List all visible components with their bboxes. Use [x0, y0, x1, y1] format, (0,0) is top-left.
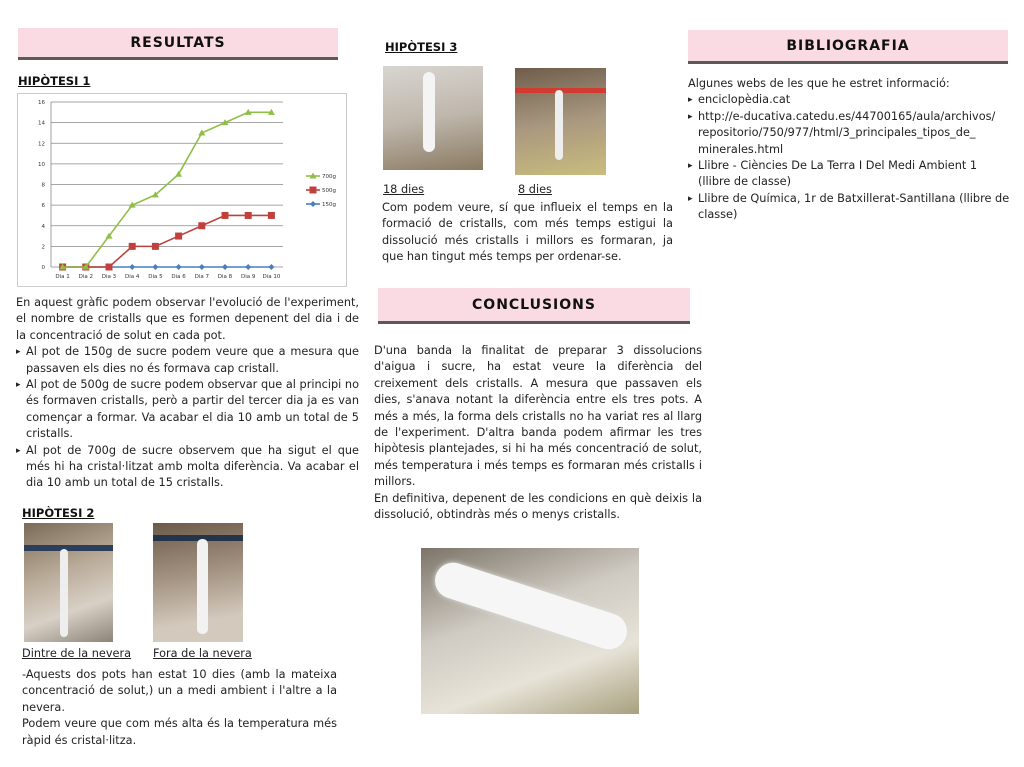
y-tick-label: 2: [41, 244, 45, 251]
x-tick-label: Dia 9: [241, 274, 256, 280]
bibliografia-item: ▸ enciclopèdia.cat: [688, 92, 1010, 108]
bibliografia-text: [688, 76, 1010, 224]
resultats-title: RESULTATS: [130, 34, 226, 51]
x-tick-label: Dia 10: [262, 274, 281, 280]
data-point: [129, 243, 136, 250]
y-tick-label: 6: [41, 203, 45, 210]
legend-label: 500g: [322, 188, 336, 194]
bullet-150g: ▸ Al pot de 150g de sucre podem veure que a mesura que passaven els dies no és formava cap cristall.: [16, 344, 359, 377]
y-tick-label: 14: [38, 120, 45, 127]
resultats-text: [16, 295, 359, 492]
hipotesi-3-text: Com podem veure, sí que influeix el temps en la formació de cristalls, com més temps estigui la dissolució més cristalls i millors es formaran, ja que han tingut més temps per ordenar-se.: [382, 201, 673, 264]
x-tick-label: Dia 4: [125, 274, 140, 280]
resultats-header: [18, 28, 338, 60]
data-point: [268, 212, 275, 219]
bibliografia-header: [688, 30, 1008, 64]
bibliografia-intro: Algunes webs de les que he estret informació:: [688, 77, 950, 90]
data-point: [222, 264, 228, 270]
caption-8-days: 8 dies: [518, 183, 552, 196]
bullet-700g: ▸ Al pot de 700g de sucre observem que ha sigut el que més hi ha cristal·litzat amb molta diferència. Va acabar el dia 10 amb un total de 15 cristalls.: [16, 443, 359, 492]
conclusions-paragraph-2: En definitiva, depenent de les condicions en què deixis la dissolució, obtindràs més o menys cristalls.: [374, 491, 702, 522]
y-tick-label: 16: [38, 100, 45, 106]
legend-label: 150g: [322, 202, 336, 208]
x-tick-label: Dia 3: [101, 274, 117, 280]
data-point: [175, 233, 182, 240]
hipotesi-2-text: [22, 667, 337, 749]
x-tick-label: Dia 6: [171, 274, 186, 280]
photo-crystals: [421, 548, 639, 714]
x-tick-label: Dia 1: [55, 274, 70, 280]
caption-18-days: 18 dies: [383, 183, 425, 196]
bibliografia-item: ▸ http://e-ducativa.catedu.es/44700165/aula/archivos/ repositorio/750/977/html/3_principales_tipos_de_ minerales.html: [688, 109, 1010, 158]
conclusions-paragraph-1: D'una banda la finalitat de preparar 3 dissolucions d'aigua i sucre, ha estat veure la diferència del creixement dels cristalls. A mesura que passaven els dies, s'anava notant la diferència entre els tres pots. A més a més, la forma dels cristalls no ha variat res al llarg de l'experiment. D'altra banda podem afirmar les tres hipòtesis plantejades, si hi ha més concentració de solut, més temperatura i més temps es formaran més cristalls i millors.: [374, 344, 702, 489]
y-tick-label: 8: [41, 182, 45, 189]
y-tick-label: 12: [38, 141, 45, 148]
y-tick-label: 10: [38, 161, 45, 168]
hipotesi-1-label: HIPÒTESI 1: [18, 74, 91, 88]
hipotesi-2-paragraph-1: -Aquests dos pots han estat 10 dies (amb la mateixa concentració de solut,) un a medi ambient i l'altre a la nevera.: [22, 668, 337, 714]
data-point: [268, 264, 274, 270]
data-point: [152, 243, 159, 250]
y-tick-label: 0: [41, 265, 45, 271]
y-tick-label: 4: [41, 223, 45, 230]
data-point: [176, 264, 182, 270]
data-point: [152, 264, 158, 270]
photo-inside-fridge: [24, 523, 113, 642]
x-tick-label: Dia 5: [148, 274, 163, 280]
hipotesi-2-paragraph-2: Podem veure que com més alta és la temperatura més ràpid és cristal·litza.: [22, 717, 337, 747]
data-point: [106, 264, 113, 271]
data-point: [129, 264, 135, 270]
crystal-growth-chart: [17, 93, 347, 287]
data-point: [310, 187, 317, 194]
bibliografia-item: ▸ Llibre - Ciències De La Terra I Del Medi Ambient 1 (llibre de classe): [688, 158, 1010, 191]
chart-svg: [18, 94, 348, 288]
data-point: [245, 212, 252, 219]
conclusions-title: CONCLUSIONS: [472, 296, 596, 313]
bullet-500g: ▸ Al pot de 500g de sucre podem observar que al principi no és formaven cristalls, però a partir del tercer dia ja es van començar a formar. Va acabar el dia 10 amb un total de 5 cristalls.: [16, 377, 359, 443]
x-tick-label: Dia 2: [78, 274, 93, 280]
conclusions-header: [378, 288, 690, 324]
photo-8-days: [515, 68, 606, 175]
conclusions-text: [374, 343, 702, 523]
hipotesi-2-label: HIPÒTESI 2: [22, 506, 95, 520]
photo-18-days: [383, 66, 483, 170]
x-tick-label: Dia 8: [217, 274, 233, 280]
caption-inside-fridge: Dintre de la nevera: [22, 647, 132, 660]
bibliografia-title: BIBLIOGRAFIA: [786, 37, 910, 54]
x-tick-label: Dia 7: [194, 274, 209, 280]
bibliografia-item: ▸ Llibre de Química, 1r de Batxillerat-Santillana (llibre de classe): [688, 191, 1010, 224]
hipotesi-3-label: HIPÒTESI 3: [385, 40, 458, 54]
resultats-paragraph: En aquest gràfic podem observar l'evolució de l'experiment, el nombre de cristalls que es formen depenent del dia i de la concentració de solut en cada pot.: [16, 296, 359, 342]
caption-outside-fridge: Fora de la nevera: [153, 647, 252, 660]
photo-outside-fridge: [153, 523, 243, 642]
data-point: [310, 201, 316, 207]
data-point: [222, 212, 229, 219]
data-point: [175, 171, 182, 177]
legend-label: 700g: [322, 174, 336, 180]
data-point: [199, 264, 205, 270]
series-line-700g: [63, 112, 272, 267]
data-point: [245, 264, 251, 270]
series-line-500g: [63, 215, 272, 267]
data-point: [198, 222, 205, 229]
